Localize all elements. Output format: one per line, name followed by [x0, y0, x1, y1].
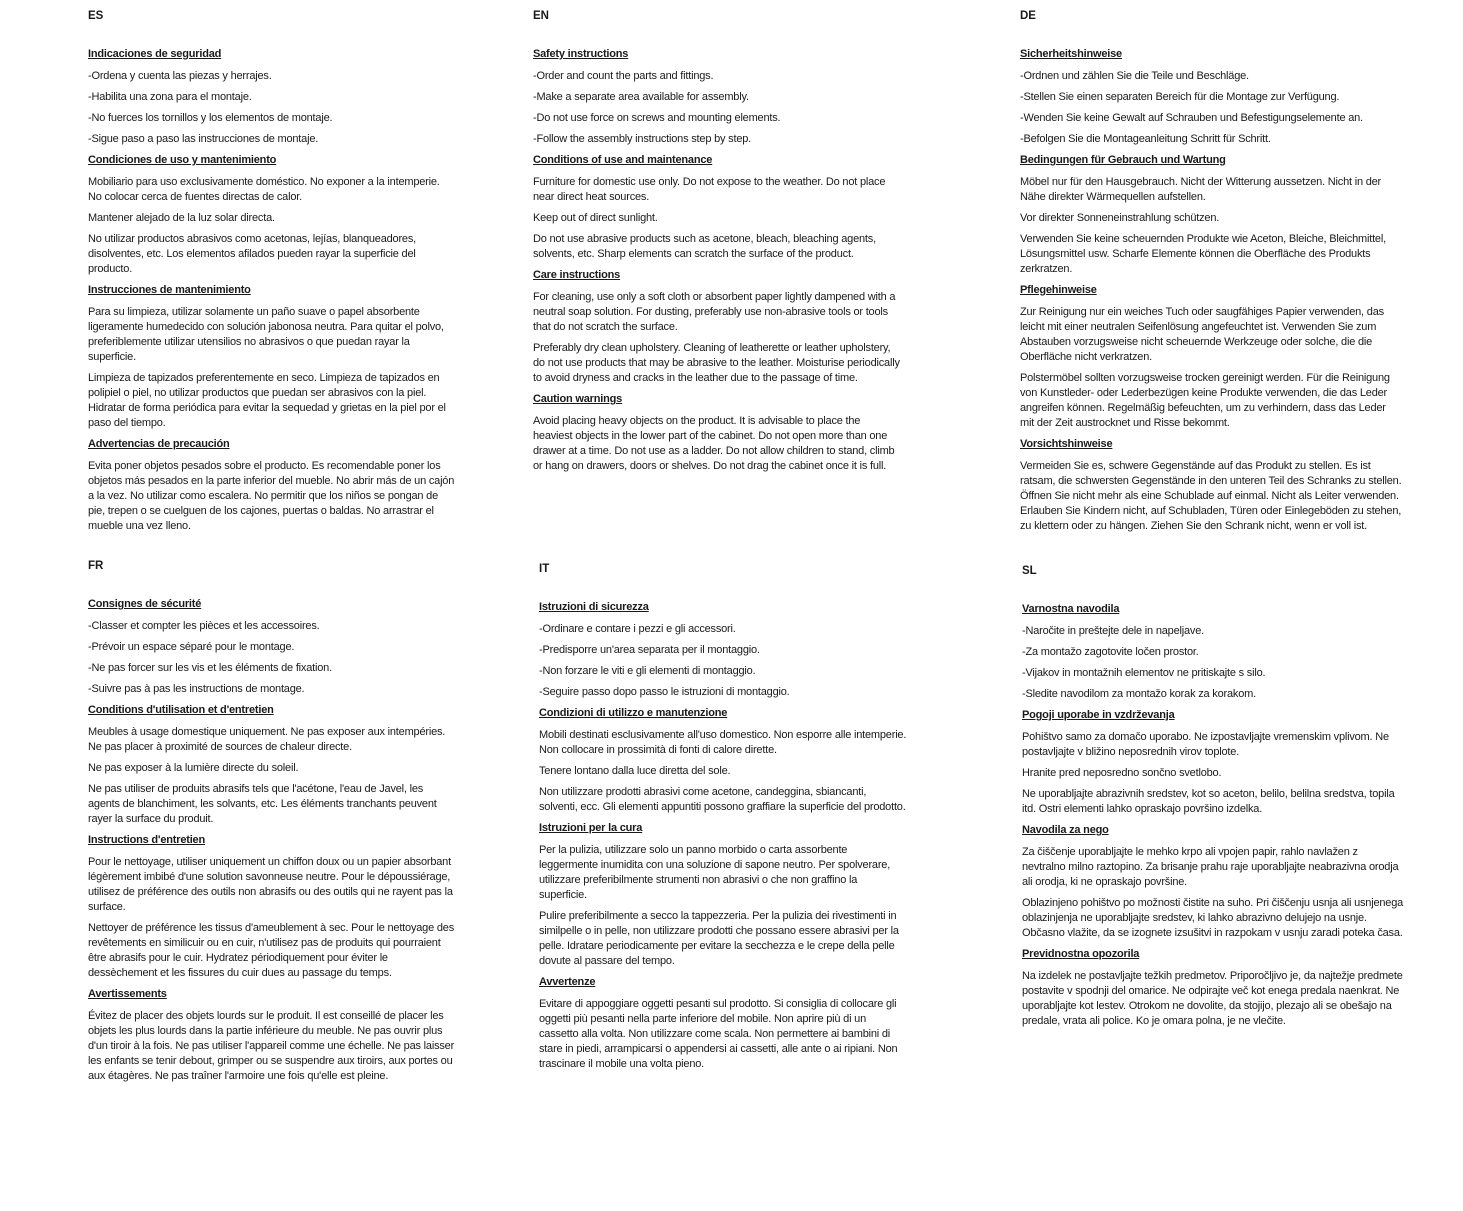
section-heading: Sicherheitshinweise: [1020, 48, 1122, 60]
language-column-it: [539, 563, 907, 1078]
paragraph: Zur Reinigung nur ein weiches Tuch oder saugfähiges Papier verwenden, das leicht mit einer neutralen Seifenlösung angefeuchtet ist. Verwenden Sie zum Abstauben vorzugsweise nicht scheuernde Werkzeuge oder solche, die die Oberfläche nicht verkratzen.: [1020, 306, 1384, 363]
section-heading: Pflegehinweise: [1020, 284, 1097, 296]
language-column-sl: [1022, 565, 1404, 1035]
paragraph: Preferably dry clean upholstery. Cleaning of leatherette or leather upholstery, do not use products that may be abrasive to the leather. Moisturise periodically to avoid dryness and cracks in the leather due to the passage of time.: [533, 342, 900, 384]
paragraph: -Sledite navodilom za montažo korak za korakom.: [1022, 688, 1256, 700]
paragraph: Limpieza de tapizados preferentemente en seco. Limpieza de tapizados en polipiel o piel, no utilizar productos que puedan ser abrasivos con la piel. Hidratar de forma periódica para evitar la sequedad y grietas en la piel por el paso del tiempo.: [88, 372, 446, 429]
section-heading: Bedingungen für Gebrauch und Wartung: [1020, 154, 1226, 166]
paragraph: Avoid placing heavy objects on the product. It is advisable to place the heaviest objects in the lower part of the cabinet. Do not open more than one drawer at a time. Do not use as a ladder. Do not allow children to stand, climb or hang on drawers, doors or shelves. Do not drag the cabinet once it is full.: [533, 415, 895, 472]
language-column-es: [88, 10, 456, 540]
paragraph: -Ne pas forcer sur les vis et les éléments de fixation.: [88, 662, 332, 674]
paragraph: Evitare di appoggiare oggetti pesanti sul prodotto. Si consiglia di collocare gli oggetti più pesanti nella parte inferiore del mobile. Non aprire più di un cassetto alla volta. Non utilizzare come scala. Non permettere ai bambini di stare in piedi, arrampicarsi o appendersi ai cassetti, alle ante o ai ripiani. Non trascinare il mobile una volta pieno.: [539, 998, 898, 1070]
paragraph: Möbel nur für den Hausgebrauch. Nicht der Witterung aussetzen. Nicht in der Nähe direkter Wärmequellen aufstellen.: [1020, 176, 1382, 203]
paragraph: Vor direkter Sonneneinstrahlung schützen.: [1020, 212, 1220, 224]
section-heading: Pogoji uporabe in vzdrževanja: [1022, 709, 1175, 721]
language-code: IT: [539, 563, 550, 575]
paragraph: No utilizar productos abrasivos como acetonas, lejías, blanqueadores, disolventes, etc. Los elementos afilados pueden rayar la superficie del producto.: [88, 233, 417, 275]
paragraph: Per la pulizia, utilizzare solo un panno morbido o carta assorbente leggermente inumidita con una soluzione di sapone neutro. Per spolverare, utilizzare preferibilmente strumenti non abrasivi o che non graffino la superficie.: [539, 844, 891, 901]
section-heading: Istruzioni di sicurezza: [539, 601, 649, 613]
section-heading: Instructions d'entretien: [88, 834, 205, 846]
paragraph: -Ordnen und zählen Sie die Teile und Beschläge.: [1020, 70, 1249, 82]
paragraph: -Naročite in preštejte dele in napeljave.: [1022, 625, 1204, 637]
paragraph: -Sigue paso a paso las instrucciones de montaje.: [88, 133, 319, 145]
language-code: SL: [1022, 565, 1037, 577]
paragraph: Polstermöbel sollten vorzugsweise trocken gereinigt werden. Für die Reinigung von Kunstleder- oder Lederbezügen keine Produkte verwenden, die das Leder angreifen können. Regelmäßig befeuchten, um zu verhindern, dass das Leder mit der Zeit austrocknet und Risse bekommt.: [1020, 372, 1390, 429]
paragraph: Mobiliario para uso exclusivamente doméstico. No exponer a la intemperie. No colocar cerca de fuentes directas de calor.: [88, 176, 440, 203]
section-heading: Avvertenze: [539, 976, 596, 988]
paragraph: Tenere lontano dalla luce diretta del sole.: [539, 765, 731, 777]
paragraph: Keep out of direct sunlight.: [533, 212, 658, 224]
paragraph: -Vijakov in montažnih elementov ne pritiskajte s silo.: [1022, 667, 1266, 679]
paragraph: Mobili destinati esclusivamente all'uso domestico. Non esporre alle intemperie. Non collocare in prossimità di fonti di calore dirette.: [539, 729, 907, 756]
language-code: DE: [1020, 10, 1036, 22]
paragraph: Para su limpieza, utilizar solamente un paño suave o papel absorbente ligeramente humedecido con solución jabonosa neutra. Para quitar el polvo, preferiblemente utilizar utensilios no abrasivos o que puedan rayar la superficie.: [88, 306, 444, 363]
paragraph: Ne uporabljajte abrazivnih sredstev, kot so aceton, belilo, belilna sredstva, topila itd. Ostri elementi lahko opraskajo površino izdelka.: [1022, 788, 1395, 815]
section-heading: Conditions of use and maintenance: [533, 154, 713, 166]
language-column-en: [533, 10, 901, 480]
section-heading: Conditions d'utilisation et d'entretien: [88, 704, 274, 716]
paragraph: Furniture for domestic use only. Do not expose to the weather. Do not place near direct heat sources.: [533, 176, 886, 203]
paragraph: Na izdelek ne postavljajte težkih predmetov. Priporočljivo je, da najtežje predmete postavite v spodnji del omarice. Ne odpirajte več kot enega predala naenkrat. Ne uporabljajte kot lestev. Otrokom ne dovolite, da stojijo, plezajo ali se obešajo na predale, vrata ali police. Ko je omara polna, je ne vlečite.: [1022, 970, 1403, 1027]
language-code: FR: [88, 560, 104, 572]
section-heading: Previdnostna opozorila: [1022, 948, 1140, 960]
section-heading: Avertissements: [88, 988, 167, 1000]
section-heading: Advertencias de precaución: [88, 438, 230, 450]
paragraph: Za čiščenje uporabljajte le mehko krpo ali vpojen papir, rahlo navlažen z nevtralno milno raztopino. Za brisanje prahu raje uporabljajte neabrazivna orodja ali orodja, ki ne opraskajo površine.: [1022, 846, 1399, 888]
language-column-fr: [88, 560, 456, 1090]
paragraph: Nettoyer de préférence les tissus d'ameublement à sec. Pour le nettoyage des revêtements en similicuir ou en cuir, n'utilisez pas de produits qui pourraient être abrasifs pour le cuir. Hydratez périodiquement pour éviter le dessèchement et les fissures du cuir dues au passage du temps.: [88, 922, 455, 979]
paragraph: -Suivre pas à pas les instructions de montage.: [88, 683, 305, 695]
section-heading: Istruzioni per la cura: [539, 822, 643, 834]
paragraph: -Order and count the parts and fittings.: [533, 70, 714, 82]
paragraph: Ne pas utiliser de produits abrasifs tels que l'acétone, l'eau de Javel, les agents de blanchiment, les solvants, etc. Les éléments tranchants peuvent rayer la surface du produit.: [88, 783, 437, 825]
paragraph: Verwenden Sie keine scheuernden Produkte wie Aceton, Bleiche, Bleichmittel, Lösungsmittel usw. Scharfe Elemente können die Oberfläche des Produkts zerkratzen.: [1020, 233, 1386, 275]
paragraph: -No fuerces los tornillos y los elementos de montaje.: [88, 112, 333, 124]
paragraph: -Seguire passo dopo passo le istruzioni di montaggio.: [539, 686, 790, 698]
section-heading: Varnostna navodila: [1022, 603, 1120, 615]
section-heading: Condiciones de uso y mantenimiento: [88, 154, 277, 166]
paragraph: -Do not use force on screws and mounting elements.: [533, 112, 781, 124]
paragraph: Evita poner objetos pesados sobre el producto. Es recomendable poner los objetos más pesados en la parte inferior del mueble. No abrir más de un cajón a la vez. No utilizar como escalera. No permitir que los niños se pongan de pie, trepen o se cuelguen de los cajones, puertas o baldas. No arrastrar el mueble una vez lleno.: [88, 460, 455, 532]
language-code: ES: [88, 10, 104, 22]
paragraph: Non utilizzare prodotti abrasivi come acetone, candeggina, sbiancanti, solventi, ecc. Gli elementi appuntiti possono graffiare la superficie del prodotto.: [539, 786, 906, 813]
paragraph: Pour le nettoyage, utiliser uniquement un chiffon doux ou un papier absorbant légèrement imbibé d'une solution savonneuse neutre. Pour le dépoussiérage, utilisez de préférence des outils non abrasifs ou des outils qui ne rayent pas la surface.: [88, 856, 453, 913]
paragraph: -Non forzare le viti e gli elementi di montaggio.: [539, 665, 756, 677]
section-heading: Consignes de sécurité: [88, 598, 202, 610]
paragraph: Évitez de placer des objets lourds sur le produit. Il est conseillé de placer les objets les plus lourds dans la partie inférieure du meuble. Ne pas ouvrir plus d'un tiroir à la fois. Ne pas utiliser l'appareil comme une échelle. Ne pas laisser les enfants se tenir debout, grimper ou se suspendre aux tiroirs, aux portes ou aux étagères. Ne pas traîner l'armoire une fois qu'elle est pleine.: [88, 1010, 455, 1082]
section-heading: Safety instructions: [533, 48, 629, 60]
paragraph: -Make a separate area available for assembly.: [533, 91, 749, 103]
section-heading: Caution warnings: [533, 393, 623, 405]
paragraph: Pohištvo samo za domačo uporabo. Ne izpostavljajte vremenskim vplivom. Ne postavljajte v bližino neposrednih virov toplote.: [1022, 731, 1389, 758]
paragraph: -Classer et compter les pièces et les accessoires.: [88, 620, 320, 632]
paragraph: Mantener alejado de la luz solar directa.: [88, 212, 275, 224]
paragraph: -Habilita una zona para el montaje.: [88, 91, 252, 103]
paragraph: -Predisporre un'area separata per il montaggio.: [539, 644, 760, 656]
paragraph: -Ordena y cuenta las piezas y herrajes.: [88, 70, 272, 82]
paragraph: Ne pas exposer à la lumière directe du soleil.: [88, 762, 299, 774]
paragraph: Do not use abrasive products such as acetone, bleach, bleaching agents, solvents, etc. Sharp elements can scratch the surface of the product.: [533, 233, 876, 260]
section-heading: Instrucciones de mantenimiento: [88, 284, 251, 296]
paragraph: Hranite pred neposredno sončno svetlobo.: [1022, 767, 1222, 779]
paragraph: -Wenden Sie keine Gewalt auf Schrauben und Befestigungselemente an.: [1020, 112, 1363, 124]
section-heading: Condizioni di utilizzo e manutenzione: [539, 707, 728, 719]
paragraph: -Stellen Sie einen separaten Bereich für die Montage zur Verfügung.: [1020, 91, 1340, 103]
paragraph: -Ordinare e contare i pezzi e gli accessori.: [539, 623, 736, 635]
language-code: EN: [533, 10, 549, 22]
paragraph: Meubles à usage domestique uniquement. Ne pas exposer aux intempéries. Ne pas placer à proximité de sources de chaleur directe.: [88, 726, 446, 753]
language-column-de: [1020, 10, 1402, 540]
section-heading: Vorsichtshinweise: [1020, 438, 1113, 450]
paragraph: -Befolgen Sie die Montageanleitung Schritt für Schritt.: [1020, 133, 1271, 145]
paragraph: For cleaning, use only a soft cloth or absorbent paper lightly dampened with a neutral soap solution. For dusting, preferably use non-abrasive tools or tools that do not scratch the surface.: [533, 291, 896, 333]
paragraph: -Za montažo zagotovite ločen prostor.: [1022, 646, 1199, 658]
section-heading: Navodila za nego: [1022, 824, 1109, 836]
paragraph: Vermeiden Sie es, schwere Gegenstände auf das Produkt zu stellen. Es ist ratsam, die schwersten Gegenstände in den unteren Teil des Schranks zu stellen. Öffnen Sie nicht mehr als eine Schublade auf einmal. Nicht als Leiter verwenden. Erlauben Sie Kindern nicht, auf Schubladen, Türen oder Einlegeböden zu stehen, zu klettern oder zu hängen. Ziehen Sie den Schrank nicht, wenn er voll ist.: [1020, 460, 1402, 532]
paragraph: -Prévoir un espace séparé pour le montage.: [88, 641, 295, 653]
section-heading: Care instructions: [533, 269, 621, 281]
paragraph: Oblazinjeno pohištvo po možnosti čistite na suho. Pri čiščenju usnja ali usnjenega oblazinjenja ne uporabljajte sredstev, ki lahko abrazivno delujejo na usnje. Občasno vlažite, da se izognete izsušitvi in razpokam v usnju zaradi poteka časa.: [1022, 897, 1404, 939]
paragraph: Pulire preferibilmente a secco la tappezzeria. Per la pulizia dei rivestimenti in similpelle o in pelle, non utilizzare prodotti che possano essere abrasivi per la pelle. Idratare periodicamente per evitare la secchezza e le crepe della pelle dovute al passare del tempo.: [539, 910, 899, 967]
section-heading: Indicaciones de seguridad: [88, 48, 222, 60]
paragraph: -Follow the assembly instructions step by step.: [533, 133, 752, 145]
